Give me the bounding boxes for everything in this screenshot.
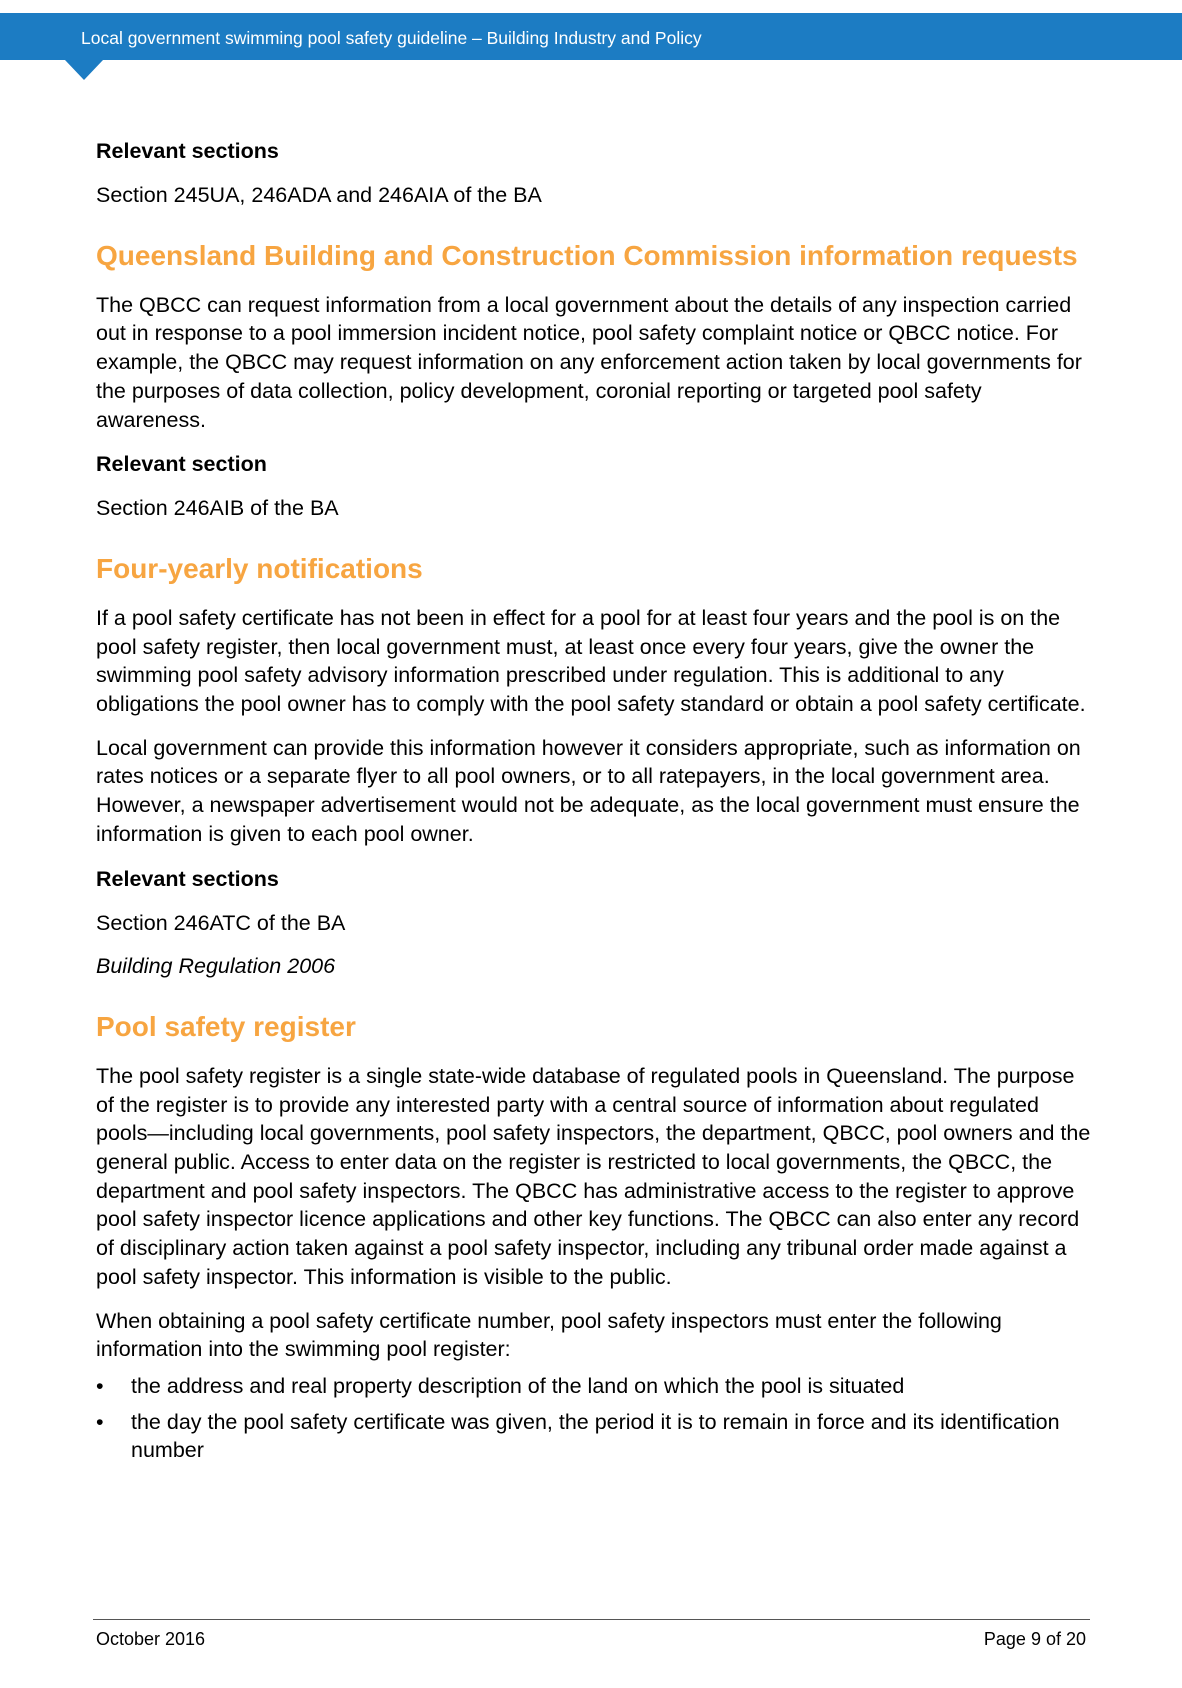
document-header-title: Local government swimming pool safety guideline – Building Industry and Policy — [81, 28, 702, 48]
register-bullet-list — [96, 1372, 1094, 1465]
list-item-text: the address and real property description of the land on which the pool is situated — [131, 1373, 905, 1398]
qbcc-heading: Queensland Building and Construction Commission information requests — [96, 239, 1078, 271]
four-yearly-paragraph-1: If a pool safety certificate has not been in effect for a pool for at least four years and the pool is on the pool safety register, then local government must, at least once every four years, give the owner the swimming pool safety advisory information prescribed under regulation. This is additional to any obligations the pool owner has to comply with the pool safety standard or obtain a pool safety certificate. — [96, 605, 1086, 717]
bullet-icon: • — [96, 1409, 104, 1434]
four-yearly-paragraph-2: Local government can provide this information however it considers appropriate, such as information on rates notices or a separate flyer to all pool owners, or to all ratepayers, in the local government area. However, a newspaper advertisement would not be adequate, as the local government must ensure the information is given to each pool owner. — [96, 735, 1081, 846]
qbcc-relevant-section-ref: Section 246AIB of the BA — [96, 496, 339, 521]
bullet-icon: • — [96, 1373, 104, 1398]
qbcc-relevant-section-label: Relevant section — [96, 452, 267, 477]
register-paragraph-2: When obtaining a pool safety certificate number, pool safety inspectors must enter the following information into the swimming pool register: — [96, 1308, 1002, 1362]
relevant-sections-label: Relevant sections — [96, 139, 279, 163]
list-item — [96, 1372, 1094, 1401]
four-yearly-relevant-sections-label: Relevant sections — [96, 866, 279, 891]
four-yearly-ref-1: Section 246ATC of the BA — [96, 910, 346, 935]
footer-page-number: Page 9 of 20 — [983, 1629, 1086, 1649]
qbcc-paragraph: The QBCC can request information from a local government about the details of any inspection carried out in response to a pool immersion incident notice, pool safety complaint notice or QBCC notice. For example, the QBCC may request information on any enforcement action taken by local governments for the purposes of data collection, policy development, coronial reporting or targeted pool safety awareness. — [96, 292, 1082, 432]
list-item-text: the day the pool safety certificate was given, the period it is to remain in force and its identification number — [131, 1409, 1060, 1463]
relevant-sections-ref: Section 245UA, 246ADA and 246AIA of the BA — [96, 183, 542, 207]
four-yearly-ref-2: Building Regulation 2006 — [96, 954, 336, 979]
register-paragraph-1: The pool safety register is a single state-wide database of regulated pools in Queensland. The purpose of the register is to provide any interested party with a central source of information about regulated pools—including local governments, pool safety inspectors, the department, QBCC, pool owners and the general public. Access to enter data on the register is restricted to local governments, the QBCC, the department and pool safety inspectors. The QBCC has administrative access to the register to approve pool safety inspector licence applications and other key functions. The QBCC can also enter any record of disciplinary action taken against a pool safety inspector, including any tribunal order made against a pool safety inspector. This information is visible to the public. — [96, 1063, 1091, 1289]
header-notch — [65, 60, 103, 80]
footer-divider — [93, 1619, 1090, 1620]
footer-date: October 2016 — [96, 1629, 206, 1649]
page-content — [96, 136, 1094, 1472]
register-heading: Pool safety register — [96, 1010, 356, 1042]
list-item — [96, 1408, 1094, 1465]
four-yearly-heading: Four-yearly notifications — [96, 552, 423, 584]
